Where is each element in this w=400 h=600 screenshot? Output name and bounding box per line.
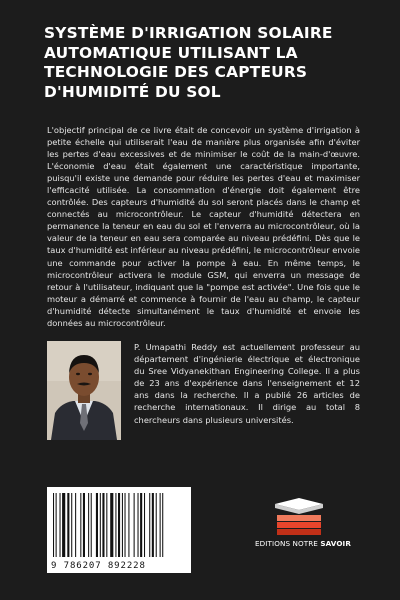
barcode-bar [102,493,104,557]
barcode-bar [83,493,85,557]
book-title: SYSTÈME D'IRRIGATION SOLAIRE AUTOMATIQUE UTILISANT LA TECHNOLOGIE DES CAPTEURS D'HUMIDITÉ DU SOL [44,24,333,101]
barcode-bar [91,493,92,557]
barcode-bar [67,493,69,557]
barcode-bar [128,493,129,557]
author-portrait-image [47,341,121,440]
barcode-bar [138,493,139,557]
barcode-bar [62,493,65,557]
barcode-bar [149,493,150,557]
barcode-bar [122,493,123,557]
isbn-barcode [47,487,191,573]
barcode-bars [53,493,185,559]
barcode-bar [118,493,120,557]
book-description: L'objectif principal de ce livre était de concevoir un système d'irrigation à petite échelle qui utiliserait l'eau de manière plus organisée afin d'éviter les pertes d'eau excessives et de minimiser le coût de la main-d'œuvre. L'économie d'eau était également une caractéristique importante, puisqu'il existe une demande pour réduire les pertes d'eau et maximiser l'efficacité utilisée. La consommation d'énergie doit également être contrôlée. Des capteurs d'humidité du sol seront placés dans le champ et connectés au microcontrôleur. Le capteur d'humidité détectera en permanence la teneur en eau du sol et l'enverra au microcontrôleur, où la valeur de la teneur en eau sera comparée au niveau prédéfini. Dès que le taux d'humidité est inférieur au niveau prédéfini, le microcontrôleur envoie une commande pour activer la pompe à eau. En même temps, le microcontrôleur activera le module GSM, qui enverra un message de retour à l'utilisateur, indiquant que la "pompe est activée". Une fois que le moteur a démarré et commence à fournir de l'eau au champ, le capteur d'humidité détecte simultanément le taux d'humidité et envoie les données au microcontrôleur. [47,125,361,328]
barcode-bar [100,493,101,557]
barcode-bar [162,493,163,557]
barcode-bar [106,493,107,557]
barcode-bar [125,493,126,557]
barcode-bar [115,493,116,557]
publisher-prefix: EDITIONS NOTRE [255,539,318,548]
barcode-bar [53,493,54,557]
barcode-bar [71,493,72,557]
publisher-name [255,539,355,548]
author-photo [47,341,121,440]
barcode-bar [160,493,161,557]
barcode-bar [110,493,113,557]
barcode-bar [152,493,154,557]
barcode-bar [60,493,61,557]
isbn-number: 9 786207 892228 [51,561,146,571]
publisher-logo [255,496,351,556]
barcode-bar [88,493,89,557]
publisher-brand: SAVOIR [320,539,351,548]
barcode-bar [96,493,98,557]
barcode-bar [140,493,142,557]
barcode-bar [144,493,145,557]
author-bio: P. Umapathi Reddy est actuellement professeur au département d'ingénierie électrique et électronique du Sree Vidyanekithan Engineering College. Il a plus de 23 ans d'expérience dans l'enseignement et 12 ans dans la recherche. Il a publié 26 articles de recherche internationaux. Il dirige au total 8 chercheurs dans plusieurs universités. [134,342,360,425]
book-stack-icon [271,496,327,536]
barcode-bar [75,493,76,557]
barcode-bar [80,493,81,557]
barcode-bar [56,493,57,557]
barcode-bar [156,493,157,557]
barcode-bar [134,493,135,557]
